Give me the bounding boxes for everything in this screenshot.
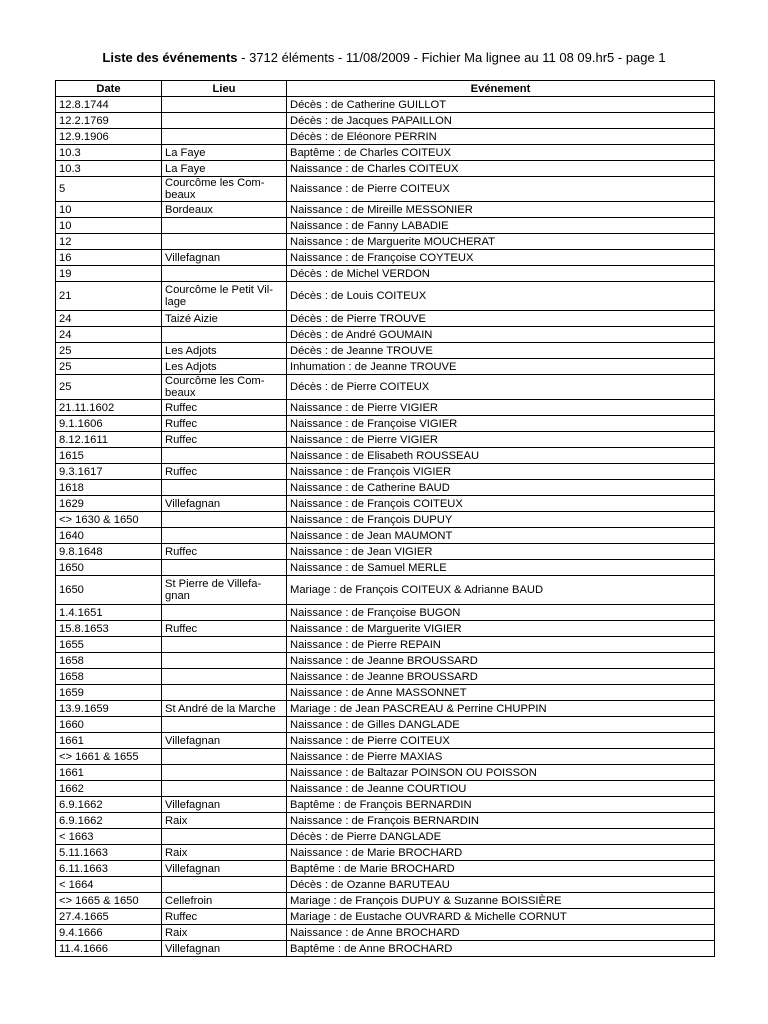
table-header-row (56, 81, 715, 97)
table-row (56, 528, 715, 544)
event-cell: Naissance : de Pierre COITEUX (287, 177, 715, 202)
lieu-cell (162, 765, 287, 781)
event-cell: Naissance : de Marguerite MOUCHERAT (287, 234, 715, 250)
table-row (56, 749, 715, 765)
table-row (56, 177, 715, 202)
date-cell: 9.8.1648 (56, 544, 162, 560)
table-row (56, 282, 715, 311)
date-cell: <> 1665 & 1650 (56, 893, 162, 909)
table-row (56, 701, 715, 717)
event-cell: Décès : de Eléonore PERRIN (287, 129, 715, 145)
table-row (56, 359, 715, 375)
table-row (56, 311, 715, 327)
lieu-cell: Cellefroin (162, 893, 287, 909)
table-row (56, 234, 715, 250)
lieu-cell (162, 669, 287, 685)
table-row (56, 202, 715, 218)
event-cell: Décès : de Pierre COITEUX (287, 375, 715, 400)
event-cell: Naissance : de Pierre REPAIN (287, 637, 715, 653)
date-cell: 8.12.1611 (56, 432, 162, 448)
event-cell: Naissance : de Jean MAUMONT (287, 528, 715, 544)
table-row (56, 669, 715, 685)
lieu-cell: Villefagnan (162, 250, 287, 266)
lieu-cell (162, 781, 287, 797)
table-row (56, 653, 715, 669)
event-cell: Décès : de Pierre DANGLADE (287, 829, 715, 845)
date-cell: 9.4.1666 (56, 925, 162, 941)
event-cell: Naissance : de Jean VIGIER (287, 544, 715, 560)
event-cell: Mariage : de François DUPUY & Suzanne BOISSIÈRE (287, 893, 715, 909)
lieu-cell: La Faye (162, 161, 287, 177)
lieu-cell: Ruffec (162, 416, 287, 432)
lieu-cell (162, 113, 287, 129)
event-cell: Baptême : de François BERNARDIN (287, 797, 715, 813)
event-cell: Naissance : de François BERNARDIN (287, 813, 715, 829)
date-cell: 1655 (56, 637, 162, 653)
table-row (56, 829, 715, 845)
lieu-cell: Ruffec (162, 464, 287, 480)
event-cell: Naissance : de Gilles DANGLADE (287, 717, 715, 733)
lieu-cell: La Faye (162, 145, 287, 161)
table-body (56, 97, 715, 957)
lieu-cell (162, 129, 287, 145)
date-cell: <> 1630 & 1650 (56, 512, 162, 528)
lieu-cell: St Pierre de Villefa-gnan (162, 576, 287, 605)
event-cell: Naissance : de Samuel MERLE (287, 560, 715, 576)
column-header-lieu: Lieu (162, 81, 287, 97)
date-cell: 12.9.1906 (56, 129, 162, 145)
lieu-cell (162, 560, 287, 576)
event-cell: Naissance : de François COITEUX (287, 496, 715, 512)
date-cell: 25 (56, 375, 162, 400)
lieu-cell: Bordeaux (162, 202, 287, 218)
date-cell: 19 (56, 266, 162, 282)
event-cell: Naissance : de Charles COITEUX (287, 161, 715, 177)
table-row (56, 266, 715, 282)
date-cell: 1659 (56, 685, 162, 701)
table-row (56, 621, 715, 637)
table-row (56, 861, 715, 877)
date-cell: 12.8.1744 (56, 97, 162, 113)
date-cell: 1658 (56, 669, 162, 685)
table-row (56, 909, 715, 925)
date-cell: 24 (56, 311, 162, 327)
lieu-cell: Ruffec (162, 432, 287, 448)
event-cell: Naissance : de Fanny LABADIE (287, 218, 715, 234)
event-cell: Naissance : de Anne BROCHARD (287, 925, 715, 941)
event-cell: Naissance : de Pierre VIGIER (287, 432, 715, 448)
table-row (56, 400, 715, 416)
event-cell: Naissance : de Pierre COITEUX (287, 733, 715, 749)
event-cell: Décès : de Jacques PAPAILLON (287, 113, 715, 129)
lieu-cell: Villefagnan (162, 797, 287, 813)
event-cell: Décès : de Pierre TROUVE (287, 311, 715, 327)
column-header-date: Date (56, 81, 162, 97)
table-row (56, 218, 715, 234)
table-row (56, 877, 715, 893)
table-row (56, 129, 715, 145)
table-row (56, 496, 715, 512)
page-title-bold: Liste des événements (102, 50, 238, 65)
date-cell: 1650 (56, 560, 162, 576)
table-row (56, 893, 715, 909)
lieu-cell: Les Adjots (162, 343, 287, 359)
lieu-cell: Raix (162, 845, 287, 861)
table-row (56, 464, 715, 480)
event-cell: Décès : de Michel VERDON (287, 266, 715, 282)
event-cell: Naissance : de François VIGIER (287, 464, 715, 480)
table-row (56, 845, 715, 861)
date-cell: 25 (56, 343, 162, 359)
event-cell: Naissance : de Pierre MAXIAS (287, 749, 715, 765)
lieu-cell (162, 97, 287, 113)
lieu-cell (162, 829, 287, 845)
table-row (56, 448, 715, 464)
date-cell: 11.4.1666 (56, 941, 162, 957)
table-row (56, 343, 715, 359)
date-cell: 1662 (56, 781, 162, 797)
table-row (56, 941, 715, 957)
event-cell: Naissance : de Marie BROCHARD (287, 845, 715, 861)
lieu-cell: Ruffec (162, 544, 287, 560)
lieu-cell: Courcôme les Com-beaux (162, 177, 287, 202)
lieu-cell (162, 218, 287, 234)
table-row (56, 765, 715, 781)
lieu-cell (162, 448, 287, 464)
date-cell: <> 1661 & 1655 (56, 749, 162, 765)
date-cell: 10 (56, 202, 162, 218)
lieu-cell (162, 877, 287, 893)
date-cell: 27.4.1665 (56, 909, 162, 925)
page-title-details: - 3712 éléments - 11/08/2009 - Fichier Ma lignee au 11 08 09.hr5 - page 1 (237, 50, 666, 65)
table-row (56, 685, 715, 701)
table-row (56, 637, 715, 653)
date-cell: 9.1.1606 (56, 416, 162, 432)
lieu-cell (162, 717, 287, 733)
date-cell: 1661 (56, 765, 162, 781)
date-cell: 1658 (56, 653, 162, 669)
lieu-cell: St André de la Marche (162, 701, 287, 717)
event-cell: Décès : de Jeanne TROUVE (287, 343, 715, 359)
event-cell: Décès : de André GOUMAIN (287, 327, 715, 343)
date-cell: 12 (56, 234, 162, 250)
date-cell: 9.3.1617 (56, 464, 162, 480)
lieu-cell: Raix (162, 925, 287, 941)
table-row (56, 97, 715, 113)
date-cell: 10.3 (56, 161, 162, 177)
date-cell: 13.9.1659 (56, 701, 162, 717)
date-cell: 21 (56, 282, 162, 311)
date-cell: < 1663 (56, 829, 162, 845)
date-cell: 21.11.1602 (56, 400, 162, 416)
date-cell: 1661 (56, 733, 162, 749)
event-cell: Naissance : de Catherine BAUD (287, 480, 715, 496)
date-cell: 5 (56, 177, 162, 202)
event-cell: Décès : de Ozanne BARUTEAU (287, 877, 715, 893)
lieu-cell (162, 480, 287, 496)
table-row (56, 560, 715, 576)
lieu-cell (162, 605, 287, 621)
event-cell: Naissance : de Marguerite VIGIER (287, 621, 715, 637)
event-cell: Décès : de Catherine GUILLOT (287, 97, 715, 113)
event-cell: Baptême : de Anne BROCHARD (287, 941, 715, 957)
event-cell: Baptême : de Charles COITEUX (287, 145, 715, 161)
table-row (56, 113, 715, 129)
date-cell: 1660 (56, 717, 162, 733)
event-cell: Naissance : de Jeanne COURTIOU (287, 781, 715, 797)
lieu-cell (162, 528, 287, 544)
table-row (56, 781, 715, 797)
lieu-cell (162, 512, 287, 528)
event-cell: Mariage : de Jean PASCREAU & Perrine CHUPPIN (287, 701, 715, 717)
event-cell: Naissance : de Françoise BUGON (287, 605, 715, 621)
event-cell: Naissance : de Pierre VIGIER (287, 400, 715, 416)
lieu-cell: Villefagnan (162, 496, 287, 512)
lieu-cell: Courcôme les Com-beaux (162, 375, 287, 400)
table-row (56, 480, 715, 496)
date-cell: 1650 (56, 576, 162, 605)
table-row (56, 797, 715, 813)
event-cell: Naissance : de Jeanne BROUSSARD (287, 653, 715, 669)
page-title (0, 50, 768, 66)
date-cell: 12.2.1769 (56, 113, 162, 129)
date-cell: 6.11.1663 (56, 861, 162, 877)
lieu-cell: Ruffec (162, 909, 287, 925)
table-row (56, 925, 715, 941)
lieu-cell (162, 327, 287, 343)
lieu-cell: Villefagnan (162, 941, 287, 957)
lieu-cell (162, 749, 287, 765)
lieu-cell: Raix (162, 813, 287, 829)
table-row (56, 375, 715, 400)
table-row (56, 813, 715, 829)
table-row (56, 717, 715, 733)
lieu-cell: Les Adjots (162, 359, 287, 375)
lieu-cell (162, 266, 287, 282)
event-cell: Naissance : de Françoise COYTEUX (287, 250, 715, 266)
event-cell: Inhumation : de Jeanne TROUVE (287, 359, 715, 375)
event-cell: Mariage : de François COITEUX & Adrianne BAUD (287, 576, 715, 605)
lieu-cell: Ruffec (162, 621, 287, 637)
table-row (56, 733, 715, 749)
date-cell: 1.4.1651 (56, 605, 162, 621)
table-row (56, 544, 715, 560)
date-cell: 15.8.1653 (56, 621, 162, 637)
table-row (56, 576, 715, 605)
event-cell: Baptême : de Marie BROCHARD (287, 861, 715, 877)
date-cell: 1629 (56, 496, 162, 512)
table-row (56, 416, 715, 432)
date-cell: 10 (56, 218, 162, 234)
table-row (56, 605, 715, 621)
table-row (56, 512, 715, 528)
date-cell: 6.9.1662 (56, 813, 162, 829)
event-cell: Naissance : de Anne MASSONNET (287, 685, 715, 701)
date-cell: < 1664 (56, 877, 162, 893)
lieu-cell: Villefagnan (162, 733, 287, 749)
date-cell: 24 (56, 327, 162, 343)
lieu-cell (162, 653, 287, 669)
date-cell: 16 (56, 250, 162, 266)
table-row (56, 161, 715, 177)
date-cell: 6.9.1662 (56, 797, 162, 813)
event-cell: Naissance : de Mireille MESSONIER (287, 202, 715, 218)
event-cell: Naissance : de Baltazar POINSON OU POISSON (287, 765, 715, 781)
event-cell: Naissance : de Jeanne BROUSSARD (287, 669, 715, 685)
date-cell: 1640 (56, 528, 162, 544)
lieu-cell (162, 685, 287, 701)
event-cell: Naissance : de François DUPUY (287, 512, 715, 528)
events-table (55, 80, 715, 957)
table-row (56, 432, 715, 448)
date-cell: 10.3 (56, 145, 162, 161)
date-cell: 1615 (56, 448, 162, 464)
lieu-cell (162, 637, 287, 653)
event-cell: Naissance : de Françoise VIGIER (287, 416, 715, 432)
lieu-cell: Courcôme le Petit Vil-lage (162, 282, 287, 311)
event-cell: Naissance : de Elisabeth ROUSSEAU (287, 448, 715, 464)
table-row (56, 327, 715, 343)
table-row (56, 145, 715, 161)
date-cell: 1618 (56, 480, 162, 496)
event-cell: Décès : de Louis COITEUX (287, 282, 715, 311)
lieu-cell: Ruffec (162, 400, 287, 416)
table-row (56, 250, 715, 266)
lieu-cell: Villefagnan (162, 861, 287, 877)
lieu-cell: Taizé Aizie (162, 311, 287, 327)
column-header-event: Evénement (287, 81, 715, 97)
date-cell: 5.11.1663 (56, 845, 162, 861)
date-cell: 25 (56, 359, 162, 375)
lieu-cell (162, 234, 287, 250)
event-cell: Mariage : de Eustache OUVRARD & Michelle CORNUT (287, 909, 715, 925)
